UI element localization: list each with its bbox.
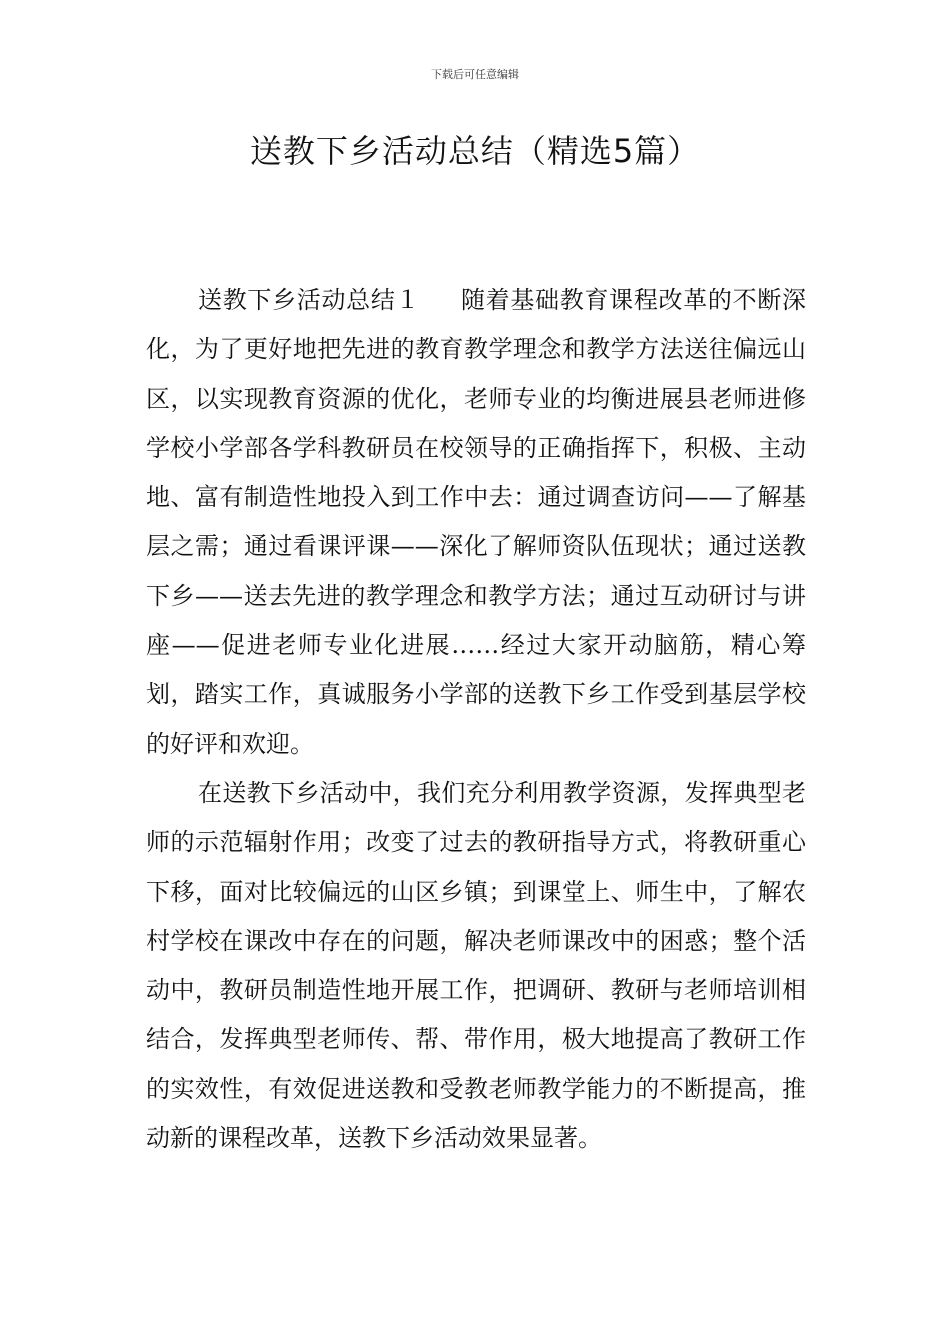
section-heading: 送教下乡活动总结１ bbox=[198, 286, 421, 314]
document-body bbox=[146, 276, 806, 1163]
header-note: 下载后可任意编辑 bbox=[431, 68, 519, 81]
paragraph-2: 在送教下乡活动中，我们充分利用教学资源，发挥典型老师的示范辐射作用；改变了过去的教研指导方式，将教研重心下移，面对比较偏远的山区乡镇；到课堂上、师生中，了解农村学校在课改中存在的问题，解决老师课改中的困惑；整个活动中，教研员制造性地开展工作，把调研、教研与老师培训相结合，发挥典型老师传、帮、带作用，极大地提高了教研工作的实效性，有效促进送教和受教老师教学能力的不断提高，推动新的课程改革，送教下乡活动效果显著。 bbox=[146, 778, 806, 1153]
paragraph-1 bbox=[146, 276, 806, 769]
paragraph-1-text: 随着基础教育课程改革的不断深化，为了更好地把先进的教育教学理念和教学方法送往偏远山区，以实现教育资源的优化，老师专业的均衡进展县老师进修学校小学部各学科教研员在校领导的正确指挥下，积极、主动地、富有制造性地投入到工作中去：通过调查访问——了解基层之需；通过看课评课——深化了解师资队伍现状；通过送教下乡——送去先进的教学理念和教学方法；通过互动研讨与讲座——促进老师专业化进展……经过大家开动脑筋，精心筹划，踏实工作，真诚服务小学部的送教下乡工作受到基层学校的好评和欢迎。 bbox=[146, 286, 807, 758]
document-title: 送教下乡活动总结（精选5篇） bbox=[249, 132, 701, 170]
